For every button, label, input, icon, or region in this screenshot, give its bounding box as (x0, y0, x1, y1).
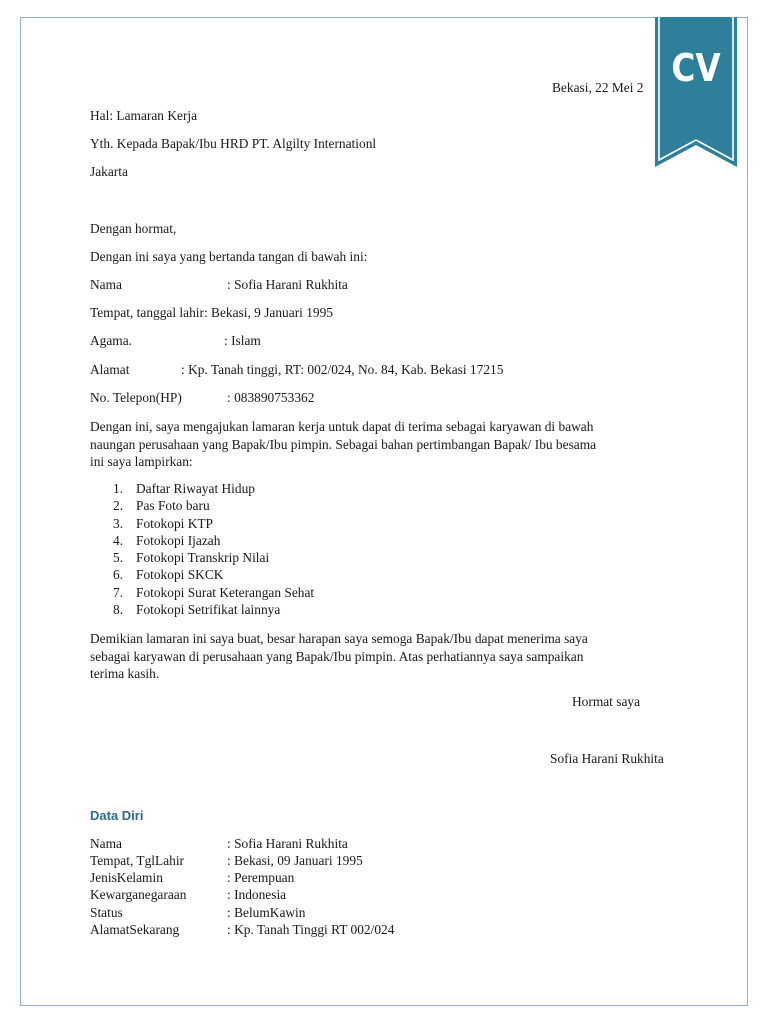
data-diri-value: : Sofia Harani Rukhita (227, 836, 348, 851)
field-label-telepon: No. Telepon(HP) (90, 390, 182, 405)
list-number: 7. (113, 584, 124, 600)
sign-off: Hormat saya (572, 694, 641, 709)
field-label-agama: Agama. (90, 333, 133, 348)
greeting: Dengan hormat, (90, 221, 177, 236)
list-text: Fotokopi Transkrip Nilai (136, 550, 270, 566)
data-diri-key: Kewarganegaraan (90, 887, 187, 902)
body-line: Dengan ini, saya mengajukan lamaran kerja untuk dapat di terima sebagai karyawan di bawah (90, 419, 594, 434)
data-diri-value: : Indonesia (227, 887, 287, 902)
field-birth: Tempat, tanggal lahir: Bekasi, 9 Januari 1995 (90, 305, 334, 320)
field-value-alamat: : Kp. Tanah tinggi, RT: 002/024, No. 84, Kab. Bekasi 17215 (181, 362, 504, 377)
list-number: 1. (113, 481, 124, 496)
bookmark-icon (655, 17, 737, 167)
signature-name: Sofia Harani Rukhita (550, 751, 664, 766)
closing-line: terima kasih. (90, 666, 160, 681)
list-number: 4. (113, 532, 124, 548)
field-label-nama: Nama (90, 277, 122, 292)
field-value-telepon: : 083890753362 (227, 390, 315, 405)
body-paragraph (90, 418, 596, 471)
list-number: 6. (113, 567, 124, 583)
closing-line: sebagai karyawan di perusahaan yang Bapak/Ibu pimpin. Atas perhatiannya saya sampaikan (90, 648, 584, 664)
list-number: 5. (113, 550, 124, 566)
field-value-agama: : Islam (224, 333, 261, 348)
list-text: Fotokopi SKCK (136, 567, 224, 583)
closing-line: Demikian lamaran ini saya buat, besar harapan saya semoga Bapak/Ibu dapat menerima saya (90, 631, 588, 646)
data-diri-value: : Kp. Tanah Tinggi RT 002/024 (227, 922, 395, 937)
data-diri-value: : Perempuan (227, 870, 295, 885)
intro-line: Dengan ini saya yang bertanda tangan di bawah ini: (90, 249, 368, 264)
section-title-data-diri: Data Diri (90, 808, 144, 823)
data-diri-key: JenisKelamin (90, 870, 163, 885)
closing-paragraph (90, 630, 588, 683)
field-label-alamat: Alamat (90, 362, 130, 377)
list-number: 3. (113, 515, 124, 531)
list-text: Fotokopi Setrifikat lainnya (136, 602, 281, 618)
recipient-line: Yth. Kepada Bapak/Ibu HRD PT. Algilty Internationl (90, 136, 377, 151)
cv-ribbon-badge (655, 17, 737, 167)
list-text: Fotokopi Surat Keterangan Sehat (136, 584, 315, 600)
body-line: naungan perusahaan yang Bapak/Ibu pimpin. Sebagai bahan pertimbangan Bapak/ Ibu besama (90, 436, 597, 452)
recipient-city: Jakarta (90, 164, 128, 179)
data-diri-key: Tempat, TglLahir (90, 853, 185, 868)
data-diri-value: : BelumKawin (227, 905, 306, 920)
data-diri-value: : Bekasi, 09 Januari 1995 (227, 853, 363, 868)
list-number: 2. (113, 498, 124, 514)
subject-line: Hal: Lamaran Kerja (90, 108, 198, 123)
list-text: Daftar Riwayat Hidup (136, 481, 255, 496)
list-text: Pas Foto baru (136, 498, 210, 514)
list-number: 8. (113, 602, 124, 618)
data-diri-key: Status (90, 905, 123, 920)
place-date: Bekasi, 22 Mei 2 (552, 80, 644, 95)
data-diri-key: Nama (90, 836, 122, 851)
list-text: Fotokopi KTP (136, 515, 214, 531)
field-value-nama: : Sofia Harani Rukhita (227, 277, 348, 292)
list-text: Fotokopi Ijazah (136, 532, 221, 548)
body-line: ini saya lampirkan: (90, 454, 193, 469)
data-diri-key: AlamatSekarang (90, 922, 180, 937)
ribbon-label: CV (671, 46, 721, 91)
